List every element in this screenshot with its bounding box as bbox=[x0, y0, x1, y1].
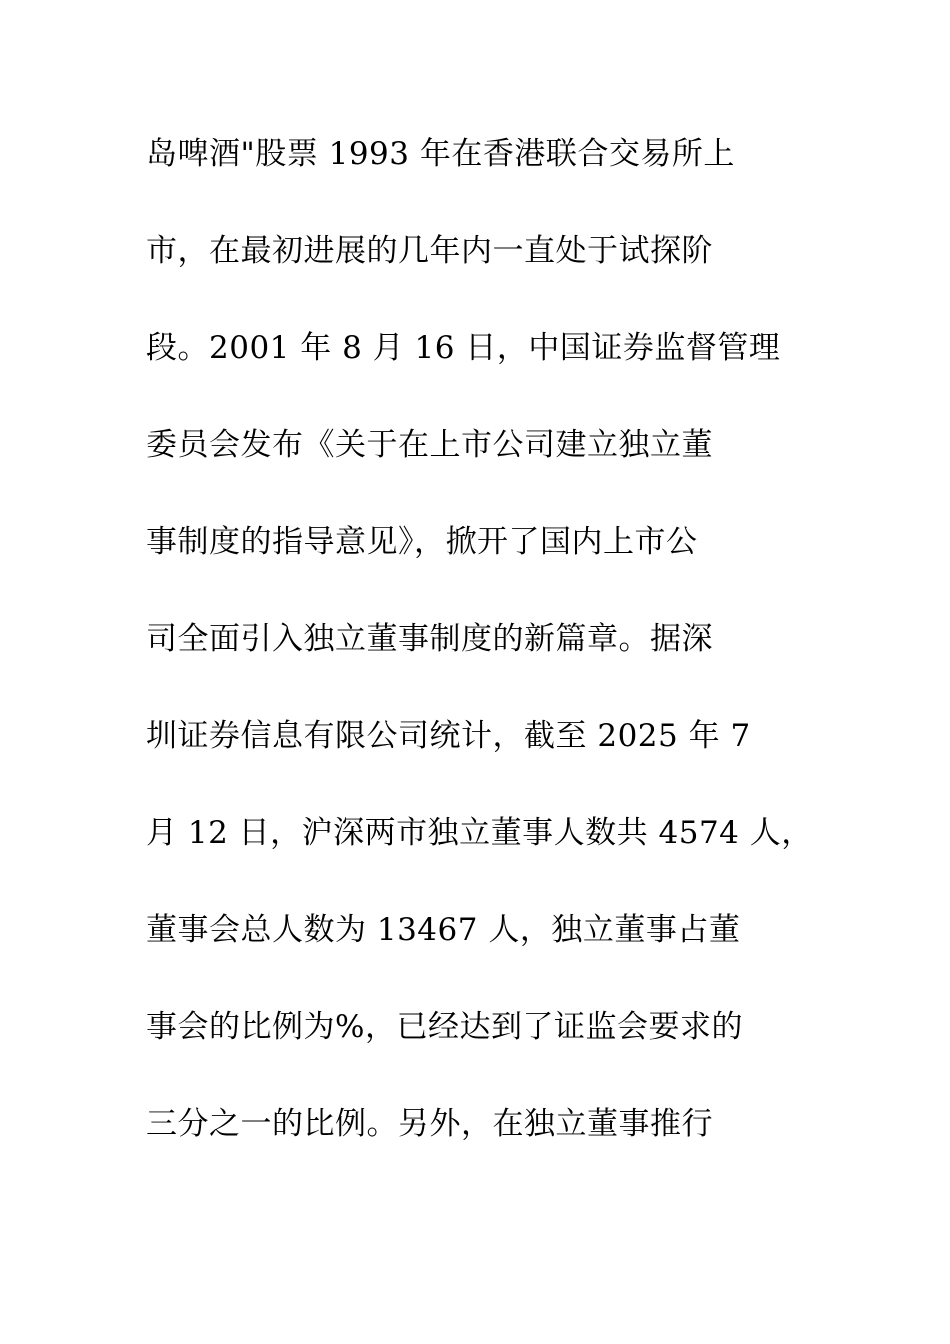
body-paragraph bbox=[146, 124, 846, 1191]
text-line-11: 三分之一的比例。另外，在独立董事推行 bbox=[146, 1106, 713, 1142]
text-line-3: 段。2001 年 8 月 16 日，中国证券监督管理 bbox=[146, 330, 781, 366]
text-line-8: 月 12 日，沪深两市独立董事人数共 4574 人， bbox=[146, 815, 813, 851]
text-line-5: 事制度的指导意见》，掀开了国内上市公 bbox=[146, 524, 698, 560]
text-line-1: 岛啤酒"股票 1993 年在香港联合交易所上 bbox=[146, 136, 735, 172]
text-line-6: 司全面引入独立董事制度的新篇章。据深 bbox=[146, 621, 713, 657]
text-line-4: 委员会发布《关于在上市公司建立独立董 bbox=[146, 427, 713, 463]
text-line-2: 市，在最初进展的几年内一直处于试探阶 bbox=[146, 233, 713, 269]
text-line-9: 董事会总人数为 13467 人，独立董事占董 bbox=[146, 912, 741, 948]
text-line-10: 事会的比例为%，已经达到了证监会要求的 bbox=[146, 1009, 743, 1045]
text-line-7: 圳证券信息有限公司统计，截至 2025 年 7 bbox=[146, 718, 751, 754]
